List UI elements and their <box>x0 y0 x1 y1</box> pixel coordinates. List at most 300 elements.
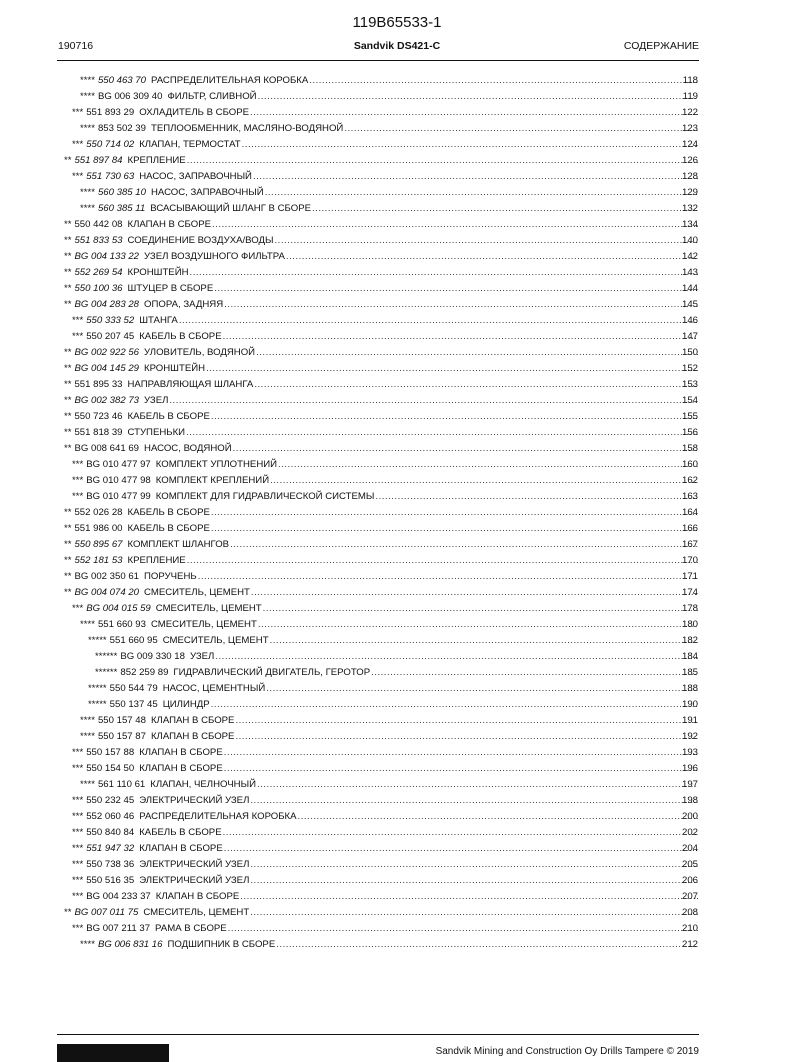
toc-entry[interactable] <box>0 873 794 889</box>
toc-level-marker: ***** <box>88 683 107 694</box>
toc-title: КЛАПАН В СБОРЕ <box>150 731 235 742</box>
toc-level-marker: ** <box>64 555 72 566</box>
toc-page-number: 146 <box>681 315 698 326</box>
toc-title: ПОРУЧЕНЬ <box>144 571 197 582</box>
toc-entry-line <box>64 281 698 297</box>
toc-title: ВСАСЫВАЮЩИЙ ШЛАНГ В СБОРЕ <box>150 203 311 214</box>
toc-title: ТЕПЛООБМЕННИК, МАСЛЯНО-ВОДЯНОЙ <box>150 123 344 134</box>
toc-title: ОХЛАДИТЕЛЬ В СБОРЕ <box>139 107 250 118</box>
toc-part-number: 550 544 79 <box>109 683 158 694</box>
toc-level-marker: ** <box>64 299 72 310</box>
toc-page-number: 150 <box>681 347 698 358</box>
toc-leader-dots <box>211 521 698 537</box>
toc-page-number: 184 <box>681 651 698 662</box>
toc-level-marker: ** <box>64 379 72 390</box>
toc-level-marker: *** <box>72 475 84 486</box>
toc-part-number: 551 660 93 <box>97 619 146 630</box>
toc-page-number: 142 <box>681 251 698 262</box>
toc-entry-line <box>72 169 698 185</box>
toc-page-number: 145 <box>681 299 698 310</box>
toc-part-number: BG 002 922 56 <box>74 347 140 358</box>
toc-leader-dots <box>266 681 698 697</box>
toc-level-marker: *** <box>72 139 84 150</box>
toc-title: УЛОВИТЕЛЬ, ВОДЯНОЙ <box>144 347 256 358</box>
toc-entry[interactable] <box>0 137 794 153</box>
toc-part-number: BG 004 233 37 <box>86 891 151 902</box>
toc-entry-line <box>64 249 698 265</box>
toc-entry-line <box>72 313 698 329</box>
toc-leader-dots <box>371 665 698 681</box>
toc-entry[interactable] <box>0 169 794 185</box>
toc-level-marker: **** <box>80 123 95 134</box>
toc-entry-line <box>80 201 698 217</box>
toc-entry[interactable] <box>0 249 794 265</box>
toc-part-number: 551 730 63 <box>86 171 135 182</box>
toc-entry[interactable] <box>0 825 794 841</box>
toc-part-number: BG 006 831 16 <box>97 939 163 950</box>
toc-entry[interactable] <box>0 601 794 617</box>
toc-level-marker: *** <box>72 459 84 470</box>
toc-title: ПОДШИПНИК В СБОРЕ <box>167 939 276 950</box>
toc-leader-dots <box>250 873 698 889</box>
toc-page-number: 154 <box>681 395 698 406</box>
toc-level-marker: ** <box>64 523 72 534</box>
toc-level-marker: **** <box>80 91 95 102</box>
toc-page-number: 188 <box>681 683 698 694</box>
toc-title: КЛАПАН, ТЕРМОСТАТ <box>139 139 241 150</box>
toc-title: ЭЛЕКТРИЧЕСКИЙ УЗЕЛ <box>139 875 250 886</box>
toc-page-number: 129 <box>681 187 698 198</box>
toc-title: КАБЕЛЬ В СБОРЕ <box>127 411 210 422</box>
toc-page-number: 178 <box>681 603 698 614</box>
toc-title: КЛАПАН В СБОРЕ <box>139 843 223 854</box>
toc-entry-line <box>72 921 698 937</box>
toc-entry[interactable] <box>0 809 794 825</box>
toc-entry-line <box>64 425 698 441</box>
toc-page-number: 180 <box>681 619 698 630</box>
toc-title: НАСОС, ЦЕМЕНТНЫЙ <box>162 683 266 694</box>
toc-level-marker: *** <box>72 491 84 502</box>
toc-leader-dots <box>206 361 698 377</box>
toc-entry[interactable] <box>0 841 794 857</box>
toc-leader-dots <box>257 777 698 793</box>
toc-entry[interactable] <box>0 729 794 745</box>
toc-entry[interactable] <box>0 473 794 489</box>
toc-title: КРОНШТЕЙН <box>127 267 189 278</box>
toc-page-number: 167 <box>681 539 698 550</box>
toc-page-number: 190 <box>681 699 698 710</box>
toc-entry-line <box>95 649 698 665</box>
toc-part-number: 550 516 35 <box>86 875 135 886</box>
toc-entry[interactable] <box>0 105 794 121</box>
toc-part-number: 552 060 46 <box>86 811 135 822</box>
toc-page-number: 192 <box>681 731 698 742</box>
toc-leader-dots <box>253 169 698 185</box>
toc-entry-line <box>64 361 698 377</box>
toc-part-number: 550 157 88 <box>86 747 135 758</box>
toc-page-number: 119 <box>682 91 698 102</box>
toc-level-marker: ** <box>64 443 72 454</box>
toc-part-number: BG 009 330 18 <box>120 651 185 662</box>
toc-level-marker: ** <box>64 235 72 246</box>
toc-title: РАСПРЕДЕЛИТЕЛЬНАЯ КОРОБКА <box>139 811 297 822</box>
toc-entry-line <box>72 825 698 841</box>
toc-level-marker: ** <box>64 363 72 374</box>
toc-part-number: BG 004 074 20 <box>74 587 140 598</box>
toc-leader-dots <box>235 713 698 729</box>
toc-title: УЗЕЛ <box>144 395 169 406</box>
toc-page-number: 182 <box>681 635 698 646</box>
toc-title: СОЕДИНЕНИЕ ВОЗДУХА/ВОДЫ <box>127 235 274 246</box>
toc-level-marker: *** <box>72 315 84 326</box>
toc-title: РАСПРЕДЕЛИТЕЛЬНАЯ КОРОБКА <box>150 75 309 86</box>
toc-entry-line <box>72 809 698 825</box>
toc-page-number: 204 <box>681 843 698 854</box>
toc-level-marker: ***** <box>88 635 107 646</box>
toc-leader-dots <box>223 825 698 841</box>
toc-entry[interactable] <box>0 553 794 569</box>
toc-leader-dots <box>224 841 698 857</box>
toc-title: СМЕСИТЕЛЬ, ЦЕМЕНТ <box>162 635 269 646</box>
toc-entry[interactable] <box>0 857 794 873</box>
toc-entry[interactable] <box>0 409 794 425</box>
toc-page-number: 147 <box>681 331 698 342</box>
toc-leader-dots <box>312 201 698 217</box>
toc-entry[interactable] <box>0 297 794 313</box>
toc-entry-line <box>64 505 698 521</box>
toc-level-marker: ** <box>64 251 72 262</box>
toc-level-marker: ** <box>64 571 72 582</box>
toc-leader-dots <box>211 697 698 713</box>
toc-page-number: 208 <box>681 907 698 918</box>
toc-leader-dots <box>233 441 698 457</box>
toc-entry[interactable] <box>0 377 794 393</box>
toc-title: КАБЕЛЬ В СБОРЕ <box>139 827 222 838</box>
toc-entry[interactable] <box>0 537 794 553</box>
toc-entry[interactable] <box>0 505 794 521</box>
toc-entry-line <box>80 121 698 137</box>
toc-part-number: 551 893 29 <box>86 107 135 118</box>
toc-level-marker: ** <box>64 587 72 598</box>
toc-entry[interactable] <box>0 457 794 473</box>
toc-level-marker: ** <box>64 411 72 422</box>
toc-page-number: 162 <box>681 475 698 486</box>
toc-page-number: 174 <box>681 587 698 598</box>
toc-entry[interactable] <box>0 649 794 665</box>
toc-part-number: 550 157 48 <box>97 715 146 726</box>
toc-level-marker: ** <box>64 395 72 406</box>
toc-level-marker: *** <box>72 331 84 342</box>
footer-rule <box>57 1034 699 1035</box>
toc-title: НАСОС, ЗАПРАВОЧНЫЙ <box>150 187 264 198</box>
toc-page-number: 200 <box>681 811 698 822</box>
toc-title: СМЕСИТЕЛЬ, ЦЕМЕНТ <box>144 587 250 598</box>
toc-title: ШТУЦЕР В СБОРЕ <box>127 283 214 294</box>
toc-part-number: 560 385 10 <box>97 187 146 198</box>
toc-leader-dots <box>242 137 698 153</box>
toc-entry[interactable] <box>0 793 794 809</box>
toc-page-number: 158 <box>681 443 698 454</box>
toc-entry[interactable] <box>0 233 794 249</box>
toc-page-number: 163 <box>681 491 698 502</box>
toc-level-marker: *** <box>72 763 84 774</box>
toc-title: ФИЛЬТР, СЛИВНОЙ <box>167 91 257 102</box>
toc-leader-dots <box>169 393 698 409</box>
toc-entry[interactable] <box>0 889 794 905</box>
toc-leader-dots <box>375 489 698 505</box>
toc-entry-line <box>80 713 698 729</box>
toc-leader-dots <box>263 601 698 617</box>
toc-entry-line <box>72 457 698 473</box>
section-title: СОДЕРЖАНИЕ <box>623 40 699 52</box>
toc-title: КРЕПЛЕНИЕ <box>127 555 186 566</box>
toc-entry[interactable] <box>0 425 794 441</box>
toc-title: СМЕСИТЕЛЬ, ЦЕМЕНТ <box>150 619 257 630</box>
toc-entry-line <box>80 73 698 89</box>
toc-page-number: 191 <box>681 715 698 726</box>
toc-title: СМЕСИТЕЛЬ, ЦЕМЕНТ <box>143 907 250 918</box>
toc-leader-dots <box>254 377 698 393</box>
toc-entry[interactable] <box>0 89 794 105</box>
toc-page-number: 206 <box>681 875 698 886</box>
toc-entry[interactable] <box>0 585 794 601</box>
toc-title: КОМПЛЕКТ КРЕПЛЕНИЙ <box>155 475 270 486</box>
toc-entry[interactable] <box>0 937 794 953</box>
toc-entry[interactable] <box>0 265 794 281</box>
toc-part-number: 550 157 87 <box>97 731 146 742</box>
toc-leader-dots <box>187 153 698 169</box>
toc-part-number: BG 008 641 69 <box>74 443 140 454</box>
toc-level-marker: *** <box>72 891 84 902</box>
toc-level-marker: ****** <box>95 651 118 662</box>
toc-part-number: BG 004 283 28 <box>74 299 140 310</box>
toc-leader-dots <box>230 537 698 553</box>
toc-page-number: 166 <box>681 523 698 534</box>
model-name: Sandvik DS421-C <box>353 40 441 52</box>
toc-level-marker: *** <box>72 859 84 870</box>
toc-part-number: 550 738 36 <box>86 859 135 870</box>
toc-leader-dots <box>187 553 698 569</box>
toc-leader-dots <box>198 569 698 585</box>
toc-title: НАСОС, ВОДЯНОЙ <box>144 443 232 454</box>
toc-title: КАБЕЛЬ В СБОРЕ <box>127 507 210 518</box>
toc-part-number: 550 207 45 <box>86 331 135 342</box>
toc-entry-line <box>80 89 698 105</box>
toc-title: КЛАПАН В СБОРЕ <box>127 219 211 230</box>
toc-title: ШТАНГА <box>139 315 178 326</box>
toc-entry[interactable] <box>0 921 794 937</box>
toc-page-number: 212 <box>681 939 698 950</box>
toc-entry-line <box>64 521 698 537</box>
toc-entry-line <box>72 873 698 889</box>
toc-entry[interactable] <box>0 905 794 921</box>
toc-level-marker: ** <box>64 283 72 294</box>
toc-leader-dots <box>211 409 698 425</box>
toc-entry[interactable] <box>0 73 794 89</box>
toc-entry-line <box>72 857 698 873</box>
toc-level-marker: *** <box>72 171 84 182</box>
toc-entry[interactable] <box>0 201 794 217</box>
toc-entry-line <box>72 473 698 489</box>
toc-entry[interactable] <box>0 697 794 713</box>
toc-leader-dots <box>344 121 698 137</box>
toc-title: КОМПЛЕКТ УПЛОТНЕНИЙ <box>155 459 278 470</box>
toc-entry-line <box>80 777 698 793</box>
toc-leader-dots <box>256 345 698 361</box>
toc-entry[interactable] <box>0 713 794 729</box>
toc-part-number: BG 010 477 97 <box>86 459 151 470</box>
toc-entry-line <box>72 137 698 153</box>
toc-part-number: 852 259 89 <box>120 667 169 678</box>
toc-entry[interactable] <box>0 329 794 345</box>
toc-leader-dots <box>258 617 698 633</box>
toc-entry-line <box>88 633 698 649</box>
toc-page-number: 205 <box>681 859 698 870</box>
document-number: 119B65533-1 <box>352 14 442 31</box>
toc-level-marker: *** <box>72 603 84 614</box>
toc-entry[interactable] <box>0 121 794 137</box>
toc-entry[interactable] <box>0 761 794 777</box>
toc-level-marker: ** <box>64 507 72 518</box>
toc-leader-dots <box>190 265 698 281</box>
toc-entry-line <box>72 489 698 505</box>
toc-entry[interactable] <box>0 217 794 233</box>
toc-page-number: 207 <box>681 891 698 902</box>
toc-page-number: 123 <box>681 123 698 134</box>
toc-page-number: 152 <box>681 363 698 374</box>
toc-leader-dots <box>270 473 698 489</box>
toc-page-number: 132 <box>681 203 698 214</box>
toc-level-marker: ** <box>64 155 72 166</box>
toc-entry[interactable] <box>0 153 794 169</box>
toc-title: РАМА В СБОРЕ <box>155 923 227 934</box>
toc-page-number: 128 <box>681 171 698 182</box>
toc-leader-dots <box>270 633 698 649</box>
toc-entry[interactable] <box>0 185 794 201</box>
toc-entry[interactable] <box>0 345 794 361</box>
toc-entry-line <box>64 233 698 249</box>
toc-page-number: 160 <box>681 459 698 470</box>
toc-level-marker: **** <box>80 187 95 198</box>
toc-page-number: 185 <box>681 667 698 678</box>
toc-level-marker: **** <box>80 619 95 630</box>
toc-entry-line <box>64 345 698 361</box>
toc-leader-dots <box>224 297 698 313</box>
toc-entry[interactable] <box>0 361 794 377</box>
toc-part-number: 853 502 39 <box>97 123 146 134</box>
toc-title: НАСОС, ЗАПРАВОЧНЫЙ <box>139 171 252 182</box>
toc-entry[interactable] <box>0 313 794 329</box>
toc-leader-dots <box>278 457 698 473</box>
toc-title: КЛАПАН В СБОРЕ <box>150 715 235 726</box>
toc-level-marker: ****** <box>95 667 118 678</box>
toc-entry-line <box>72 745 698 761</box>
toc-title: КЛАПАН В СБОРЕ <box>139 763 223 774</box>
toc-leader-dots <box>211 505 698 521</box>
toc-entry-line <box>72 841 698 857</box>
toc-level-marker: ** <box>64 347 72 358</box>
toc-level-marker: *** <box>72 875 84 886</box>
toc-page-number: 143 <box>681 267 698 278</box>
toc-part-number: 550 714 02 <box>86 139 135 150</box>
toc-entry-line <box>80 617 698 633</box>
toc-entry[interactable] <box>0 393 794 409</box>
toc-page-number: 144 <box>681 283 698 294</box>
toc-leader-dots <box>240 889 698 905</box>
toc-title: КАБЕЛЬ В СБОРЕ <box>127 523 210 534</box>
toc-leader-dots <box>298 809 698 825</box>
toc-entry[interactable] <box>0 489 794 505</box>
toc-entry[interactable] <box>0 521 794 537</box>
toc-entry-line <box>95 665 698 681</box>
toc-entry[interactable] <box>0 281 794 297</box>
toc-level-marker: *** <box>72 923 84 934</box>
toc-entry[interactable] <box>0 777 794 793</box>
toc-part-number: 551 897 84 <box>74 155 123 166</box>
toc-entry[interactable] <box>0 633 794 649</box>
toc-level-marker: ** <box>64 539 72 550</box>
toc-entry[interactable] <box>0 569 794 585</box>
toc-entry-line <box>64 265 698 281</box>
toc-entry-line <box>72 105 698 121</box>
toc-leader-dots <box>250 105 698 121</box>
toc-title: ЭЛЕКТРИЧЕСКИЙ УЗЕЛ <box>139 859 250 870</box>
toc-part-number: 550 232 45 <box>86 795 135 806</box>
toc-part-number: 561 110 61 <box>97 779 146 790</box>
toc-leader-dots <box>275 233 699 249</box>
toc-level-marker: **** <box>80 779 95 790</box>
toc-leader-dots <box>250 905 698 921</box>
toc-page-number: 210 <box>681 923 698 934</box>
toc-entry[interactable] <box>0 681 794 697</box>
toc-entry-line <box>72 761 698 777</box>
toc-leader-dots <box>228 921 698 937</box>
toc-leader-dots <box>286 249 698 265</box>
toc-page-number: 153 <box>681 379 698 390</box>
toc-title: КЛАПАН В СБОРЕ <box>139 747 223 758</box>
toc-page-number: 197 <box>681 779 698 790</box>
toc-title: КОМПЛЕКТ ШЛАНГОВ <box>127 539 230 550</box>
toc-part-number: BG 010 477 99 <box>86 491 151 502</box>
toc-entry[interactable] <box>0 441 794 457</box>
toc-entry[interactable] <box>0 745 794 761</box>
toc-entry[interactable] <box>0 665 794 681</box>
toc-page-number: 196 <box>681 763 698 774</box>
toc-level-marker: ***** <box>88 699 107 710</box>
toc-part-number: 550 895 67 <box>74 539 123 550</box>
toc-leader-dots <box>224 745 698 761</box>
toc-level-marker: ** <box>64 427 72 438</box>
toc-entry[interactable] <box>0 617 794 633</box>
toc-title: ОПОРА, ЗАДНЯЯ <box>144 299 224 310</box>
toc-entry-line <box>88 697 698 713</box>
toc-level-marker: *** <box>72 827 84 838</box>
toc-entry-line <box>64 217 698 233</box>
toc-entry-line <box>64 393 698 409</box>
toc-part-number: BG 007 011 75 <box>74 907 139 918</box>
toc-entry-line <box>64 905 698 921</box>
toc-part-number: 551 660 95 <box>109 635 158 646</box>
toc-part-number: BG 002 382 73 <box>74 395 140 406</box>
toc-leader-dots <box>212 217 698 233</box>
toc-entry-line <box>64 377 698 393</box>
toc-part-number: 552 269 54 <box>74 267 123 278</box>
toc-part-number: 550 137 45 <box>109 699 158 710</box>
toc-part-number: BG 007 211 37 <box>86 923 151 934</box>
toc-page-number: 118 <box>682 75 698 86</box>
toc-title: КРОНШТЕЙН <box>144 363 206 374</box>
toc-entry-line <box>64 553 698 569</box>
